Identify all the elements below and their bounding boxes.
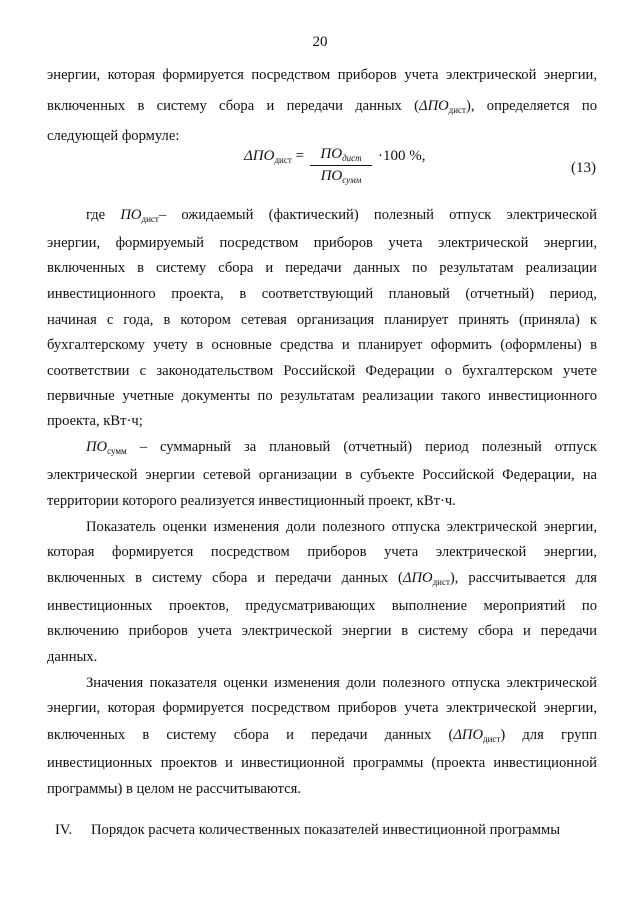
summ-line2: электрической энергии сетевой организации в субъекте Российской Федерации, на [47,467,597,483]
summ-line1: $ПО_{сумм}$ – суммарный за плановый (отчетный) период полезный отпуск [86,439,597,456]
delta-po-dist-symbol: ΔПО [419,98,449,114]
summ-line3: территории которого реализуется инвестиционный проект, кВт·ч. [47,493,456,509]
where-line3: включенных в систему сбора и передачи данных по результатам реализации [47,260,597,276]
formula-fraction: $ПО_{дист}$ $ПО_{сумм}$ [310,146,372,185]
para2-line1: Показатель оценки изменения доли полезного отпуска электрической энергии, [86,519,597,535]
formula-13: $\Delta ПО_{дист}$ = $ПО_{дист}$ $ПО_{сумм}$ ·100 %, [244,146,426,185]
where-line1: где $ПО_{дист}-$ ожидаемый (фактический) полезный отпуск электрической [86,207,597,224]
para2-line3: включенных в систему сбора и передачи данных $(\Delta ПО_{дист})$, рассчитывается для [47,570,597,587]
para3-line5: программы) в целом не рассчитываются. [47,781,301,797]
where-line2: энергии, формируемый посредством приборов учета электрической энергии, [47,235,597,251]
para2-line4: инвестиционных проектов, предусматривающих выполнение мероприятий по [47,598,597,614]
para1-line1: энергии, которая формируется посредством приборов учета электрической энергии, [47,67,597,83]
where-line5: начиная с года, в котором сетевая организация планирует принять (приняла) к [47,312,597,328]
where-line7: соответствии с законодательством Российской Федерации о бухгалтерском учете [47,363,597,379]
para3-line4: инвестиционных проектов и инвестиционной программы (проекта инвестиционной [47,755,597,771]
para3-line1: Значения показателя оценки изменения доли полезного отпуска электрической [86,675,597,691]
para1-line3: следующей формуле: [47,128,180,144]
section-heading: IV. Порядок расчета количественных показателей инвестиционной программы [55,822,561,838]
where-line9: проекта, кВт·ч; [47,413,143,429]
para2-line2: которая формируется посредством приборов учета электрической энергии, [47,544,597,560]
where-line6: бухгалтерскому учету в основные средства и планирует оформить (оформлены) в [47,337,597,353]
para1-line2: включенных в систему сбора и передачи данных $(\Delta ПО_{дист})$, определяется по [47,98,597,115]
para3-line3: включенных в систему сбора и передачи данных $(\Delta ПО_{дист})$ для групп [47,727,598,744]
page-number: 20 [312,34,328,50]
where-line8: первичные учетные документы по результатам реализации такого инвестиционного [47,388,597,404]
para3-line2: энергии, которая формируется посредством приборов учета электрической энергии, [47,700,597,716]
para2-line6: данных. [47,649,98,665]
where-line4: инвестиционного проекта, в соответствующий плановый (отчетный) период, [47,286,597,302]
equation-number: (13) [571,160,596,176]
para2-line5: включению приборов учета электрической энергии в систему сбора и передачи [47,623,597,639]
